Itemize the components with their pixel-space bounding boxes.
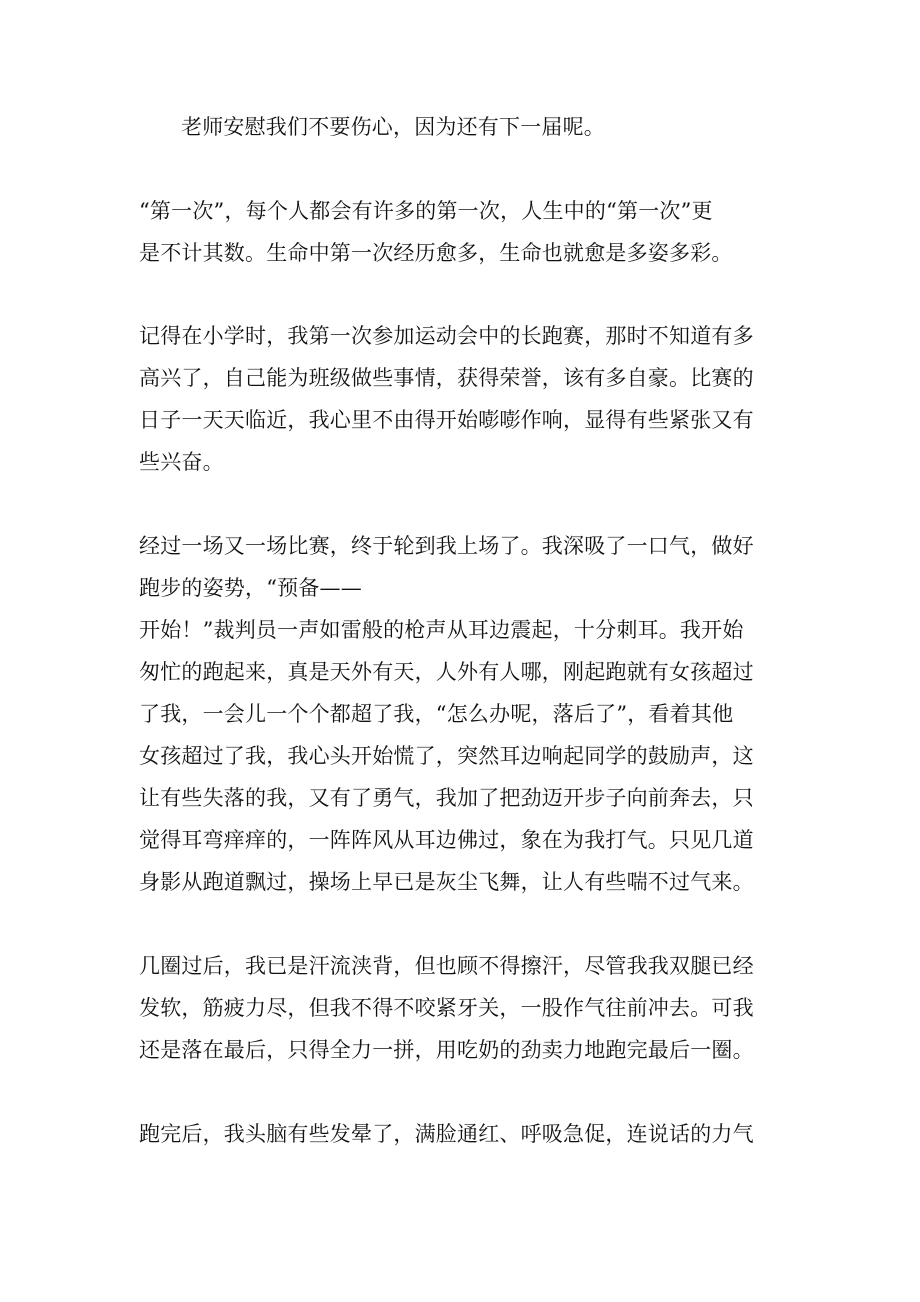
text-line: 身影从跑道飘过，操场上早已是灰尘飞舞，让人有些喘不过气来。: [139, 870, 754, 894]
text-line: 跑步的姿势，“预备——: [139, 576, 362, 600]
text-line: 老师安慰我们不要伤心，因为还有下一届呢。: [181, 115, 605, 139]
text-line: 匆忙的跑起来，真是天外有天，人外有人哪，刚起跑就有女孩超过: [139, 660, 754, 684]
text-line: 发软，筋疲力尽，但我不得不咬紧牙关，一股作气往前冲去。可我: [139, 996, 754, 1020]
text-line: 还是落在最后，只得全力一拼，用吃奶的劲卖力地跑完最后一圈。: [139, 1038, 754, 1062]
text-line: 让有些失落的我，又有了勇气，我加了把劲迈开步子向前奔去，只: [139, 786, 754, 810]
text-line: 高兴了，自己能为班级做些事情，获得荣誉，该有多自豪。比赛的: [139, 366, 754, 390]
text-line: 是不计其数。生命中第一次经历愈多，生命也就愈是多姿多彩。: [139, 241, 733, 265]
text-line: 些兴奋。: [139, 450, 224, 474]
text-line: 记得在小学时，我第一次参加运动会中的长跑赛，那时不知道有多: [139, 324, 754, 348]
text-line: 了我，一会儿一个个都超了我，“怎么办呢，落后了”，看着其他: [139, 702, 734, 726]
text-line: 日子一天天临近，我心里不由得开始嘭嘭作响，显得有些紧张又有: [139, 408, 754, 432]
text-line: 觉得耳弯痒痒的，一阵阵风从耳边佛过，象在为我打气。只见几道: [139, 828, 754, 852]
text-line: 跑完后，我头脑有些发晕了，满脸通红、呼吸急促，连说话的力气: [139, 1122, 754, 1146]
text-line: 女孩超过了我，我心头开始慌了，突然耳边响起同学的鼓励声，这: [139, 744, 754, 768]
text-line: 几圈过后，我已是汗流浃背，但也顾不得擦汗，尽管我我双腿已经: [139, 954, 754, 978]
text-line: “第一次”，每个人都会有许多的第一次，人生中的“第一次”更: [139, 199, 713, 223]
text-line: 经过一场又一场比赛，终于轮到我上场了。我深吸了一口气，做好: [139, 534, 754, 558]
text-line: 开始！”裁判员一声如雷般的枪声从耳边震起，十分刺耳。我开始: [139, 618, 744, 642]
